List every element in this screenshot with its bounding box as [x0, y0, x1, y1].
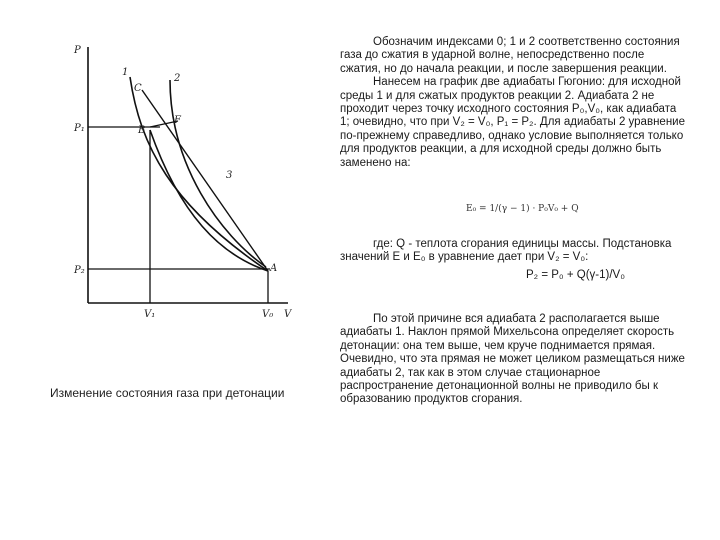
paragraph-1: Обозначим индексами 0; 1 и 2 соответственно состояния газа до сжатия в ударной волне, непосредственно после сжатия, но до начала реакции, и после завершения реакции. [340, 36, 680, 75]
hugoniot-curve-2 [170, 80, 266, 267]
label-curve-2: 2 [174, 73, 181, 84]
text-block-1 [340, 36, 685, 170]
label-v0: V₀ [262, 309, 274, 320]
energy-formula: E₀ = 1/(γ − 1) · P₀V₀ + Q [466, 204, 579, 214]
paragraph-2: Нанесем на график две адиабаты Гюгонио: для исходной среды 1 и для сжатых продуктов реакции 2. Адиабата 2 не проходит через точку исходного состояния P₀,V₀, как адиабата 1; очевидно, что при V₂ = V₀, P₁ = P₂. Для адиабаты 2 уравнение по-прежнему справедливо, однако условие выполняется только для продуктов реакции, а для исходной среды должно быть заменено на: [340, 76, 685, 169]
label-v1: V₁ [144, 309, 156, 320]
figure-caption: Изменение состояния газа при детонации [50, 386, 285, 400]
lower-curve [150, 130, 268, 271]
label-line-3: 3 [226, 170, 233, 181]
text-block-2 [340, 238, 685, 282]
label-curve-1: 1 [122, 67, 129, 78]
paragraph-4: По этой причине вся адиабата 2 располагается выше адиабаты 1. Наклон прямой Михельсона определяет скорость детонации: она тем выше, чем круче поднимается прямая. Очевидно, что эта прямая не может целиком размещаться ниже адиабаты 2, так как в этом случае стационарное распространение детонационной волны не приводило бы к образованию продуктов сгорания. [340, 313, 685, 406]
label-point-c: C [134, 83, 142, 94]
label-p1: P₁ [74, 123, 85, 134]
p2-equation: P₂ = P₀ + Q(γ-1)/V₀ [525, 268, 625, 281]
label-point-f: F [174, 115, 181, 126]
paragraph-3: где: Q - теплота сгорания единицы массы. Подстановка значений E и E₀ в уравнение дает при V₂ = V₀: [340, 238, 672, 264]
label-point-a: A [270, 263, 278, 274]
label-point-b: B [138, 125, 146, 136]
label-v-axis: V [284, 309, 292, 320]
label-p-axis: P [74, 45, 81, 56]
text-block-3 [340, 313, 685, 407]
detonation-diagram [70, 35, 320, 320]
label-p2: P₂ [74, 265, 85, 276]
michelson-line [142, 90, 268, 271]
